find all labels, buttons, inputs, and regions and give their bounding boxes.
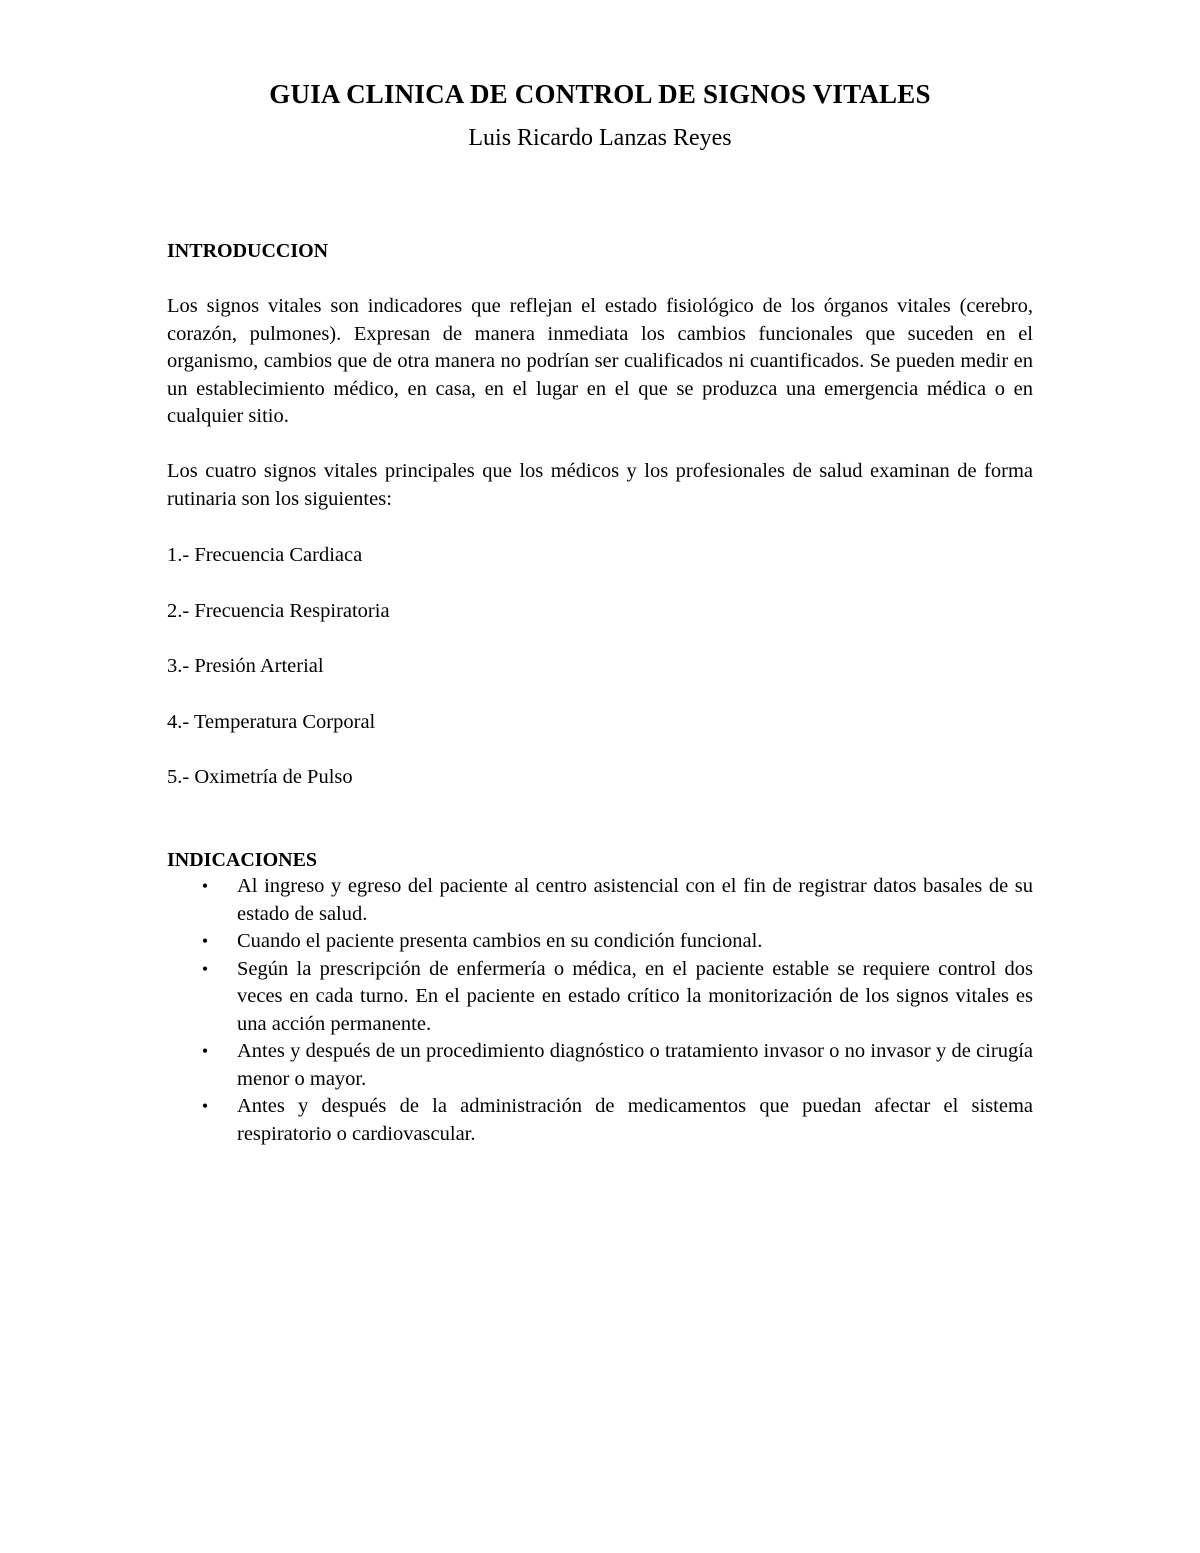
list-item-frecuencia-cardiaca: 1.- Frecuencia Cardiaca	[167, 544, 363, 566]
section-heading-introduccion: INTRODUCCION	[167, 240, 329, 262]
document-title: GUIA CLINICA DE CONTROL DE SIGNOS VITALES	[269, 79, 931, 109]
bullet-text: Antes y después de un procedimiento diagnóstico o tratamiento invasor o no invasor y de cirugía menor o mayor.	[237, 1040, 1033, 1090]
bullet-text: Según la prescripción de enfermería o médica, en el paciente estable se requiere control dos veces en cada turno. En el paciente en estado crítico la monitorización de los signos vitales es una acción permanente.	[237, 957, 1033, 1035]
bullet-item	[167, 1038, 1033, 1093]
bullet-item	[167, 1093, 1033, 1148]
list-item-temperatura-corporal: 4.- Temperatura Corporal	[167, 711, 376, 733]
section-heading-indicaciones: INDICACIONES	[167, 849, 318, 871]
bullet-text: Al ingreso y egreso del paciente al centro asistencial con el fin de registrar datos basales de su estado de salud.	[237, 875, 1033, 925]
list-item-presion-arterial: 3.- Presión Arterial	[167, 655, 324, 677]
intro-paragraph-1: Los signos vitales son indicadores que reflejan el estado fisiológico de los órganos vitales (cerebro, corazón, pulmones). Expresan de manera inmediata los cambios funcionales que suceden en el organismo, cambios que de otra manera no podrían ser cualificados ni cuantificados. Se pueden medir en un establecimiento médico, en casa, en el lugar en el que se produzca una emergencia médica o en cualquier sitio.	[167, 295, 1033, 427]
bullet-text: Cuando el paciente presenta cambios en su condición funcional.	[237, 930, 763, 952]
bullet-item	[167, 873, 1033, 928]
bullet-icon: •	[201, 958, 209, 979]
list-item-oximetria-de-pulso: 5.- Oximetría de Pulso	[167, 766, 353, 788]
bullet-text: Antes y después de la administración de medicamentos que puedan afectar el sistema respiratorio o cardiovascular.	[237, 1095, 1033, 1145]
bullet-icon: •	[201, 931, 209, 951]
intro-paragraph-2: Los cuatro signos vitales principales que los médicos y los profesionales de salud examinan de forma rutinaria son los siguientes:	[167, 460, 1033, 510]
bullet-icon: •	[201, 1096, 209, 1116]
indicaciones-list	[167, 873, 1033, 1148]
bullet-icon: •	[201, 876, 209, 896]
document-author: Luis Ricardo Lanzas Reyes	[468, 125, 732, 151]
bullet-item	[167, 928, 1033, 956]
bullet-icon: •	[201, 1041, 209, 1061]
list-item-frecuencia-respiratoria: 2.- Frecuencia Respiratoria	[167, 600, 390, 622]
bullet-item	[167, 956, 1033, 1039]
